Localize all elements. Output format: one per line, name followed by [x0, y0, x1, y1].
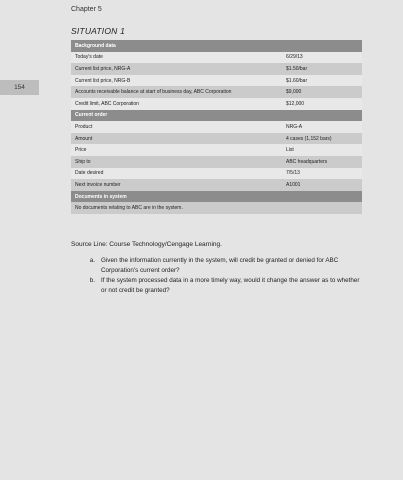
table-row [71, 52, 362, 64]
row-value: 4 cases (1,152 bars) [286, 135, 332, 142]
section-header-current-order [71, 110, 362, 122]
section-title: Current order [75, 112, 108, 119]
row-value: 6/29/13 [286, 54, 303, 61]
question-text: If the system processed data in a more timely way, would it change the answer as to whether or not credit be granted? [101, 277, 360, 294]
row-label: Current list price, NRG-B [75, 77, 131, 84]
row-value: ABC headquarters [286, 158, 328, 165]
row-label: Today's date [75, 54, 103, 61]
source-line: Source Line: Course Technology/Cengage Learning. [71, 241, 222, 248]
row-label: Product [75, 123, 93, 130]
row-label: Ship to [75, 158, 91, 165]
table-row [71, 133, 362, 145]
row-label: Amount [75, 135, 93, 142]
table-row [71, 168, 362, 180]
table-row [71, 144, 362, 156]
row-value: NRG-A [286, 123, 303, 130]
row-label: Current list price, NRG-A [75, 65, 131, 72]
table-row [71, 179, 362, 191]
row-value: A1001 [286, 181, 301, 188]
question-text: Given the information currently in the system, will credit be granted or denied for ABC Corporation's current order? [101, 257, 339, 274]
question-item [71, 256, 362, 275]
question-marker: b. [89, 277, 95, 284]
row-label: No documents relating to ABC are in the system. [75, 205, 183, 212]
situation-title: SITUATION 1 [71, 26, 125, 36]
table-row [71, 75, 362, 87]
table-row [71, 86, 362, 98]
section-header-documents [71, 191, 362, 203]
row-label: Date desired [75, 170, 104, 177]
section-title: Documents in system [75, 193, 127, 200]
row-value: List [286, 147, 294, 154]
section-header-background [71, 40, 362, 52]
row-value: $1.60/bar [286, 77, 308, 84]
table-row [71, 98, 362, 110]
table-row [71, 156, 362, 168]
page-number: 154 [0, 80, 39, 95]
chapter-header: Chapter 5 [71, 6, 102, 13]
question-marker: a. [89, 257, 95, 264]
row-label: Next invoice number [75, 181, 121, 188]
table-row [71, 202, 362, 214]
table-row [71, 121, 362, 133]
row-label: Accounts receivable balance at start of business day, ABC Corporation [75, 89, 232, 96]
data-table [71, 40, 362, 214]
table-row [71, 63, 362, 75]
row-label: Credit limit, ABC Corporation [75, 100, 139, 107]
question-item [71, 276, 362, 295]
row-value: $9,000 [286, 89, 302, 96]
row-label: Price [75, 147, 87, 154]
row-value: $1.50/bar [286, 65, 308, 72]
row-value: 7/5/13 [286, 170, 300, 177]
section-title: Background data [75, 42, 116, 49]
row-value: $12,000 [286, 100, 305, 107]
